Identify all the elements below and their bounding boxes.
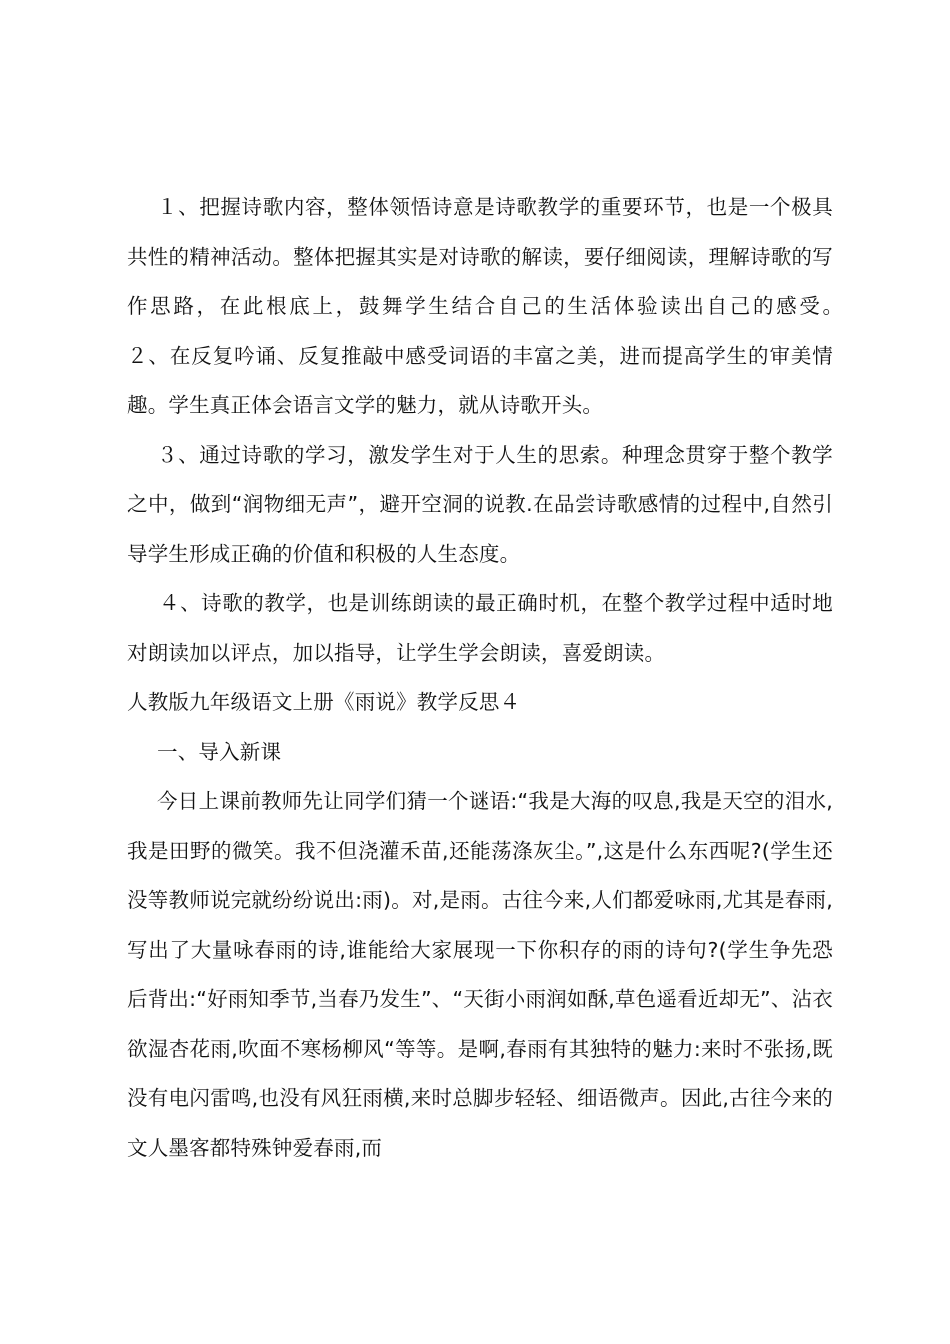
paragraph-intro-body: 今日上课前教师先让同学们猜一个谜语:“我是大海的叹息,我是天空的泪水,我是田野的微笑。我不但浇灌禾苗,还能荡涤灰尘。”,这是什么东西呢?(学生还没等教师说完就纷纷说出:雨)。对,是雨。古往今来,人们都爱咏雨,尤其是春雨,写出了大量咏春雨的诗,谁能给大家展现一下你积存的雨的诗句?(学生争先恐后背出:“好雨知季节,当春乃发生”、“天街小雨润如酥,草色遥看近却无”、沾衣欲湿杏花雨,吹面不寒杨柳风“等等。是啊,春雨有其独特的魅力:来时不张扬,既没有电闪雷鸣,也没有风狂雨横,来时总脚步轻轻、细语微声。因此,古往今来的文人墨客都特殊钟爱春雨,而 — [127, 789, 833, 1160]
paragraph-2: ３、通过诗歌的学习，激发学生对于人生的思索。种理念贯穿于整个教学之中，做到“润物细无声”，避开空洞的说教.在品尝诗歌感情的过程中,自然引导学生形成正确的价值和积极的人生态度。 — [127, 442, 833, 566]
subheading-intro: 一、导入新课 — [157, 739, 282, 764]
section-heading: 人教版九年级语文上册《雨说》教学反思４ — [127, 690, 521, 714]
document-body — [127, 183, 875, 1173]
paragraph-1: １、把握诗歌内容，整体领悟诗意是诗歌教学的重要环节，也是一个极具共性的精神活动。整体把握其实是对诗歌的解读，要仔细阅读，理解诗歌的写作思路，在此根底上，鼓舞学生结合自己的生活体验读出自己的感受。 ２、在反复吟诵、反复推敲中感受词语的丰富之美，进而提高学生的审美情趣。学生真正体会语言文学的魅力，就从诗歌开头。 — [127, 195, 875, 417]
paragraph-3: ４、诗歌的教学，也是训练朗读的最正确时机，在整个教学过程中适时地对朗读加以评点，加以指导，让学生学会朗读，喜爱朗读。 — [127, 591, 833, 665]
